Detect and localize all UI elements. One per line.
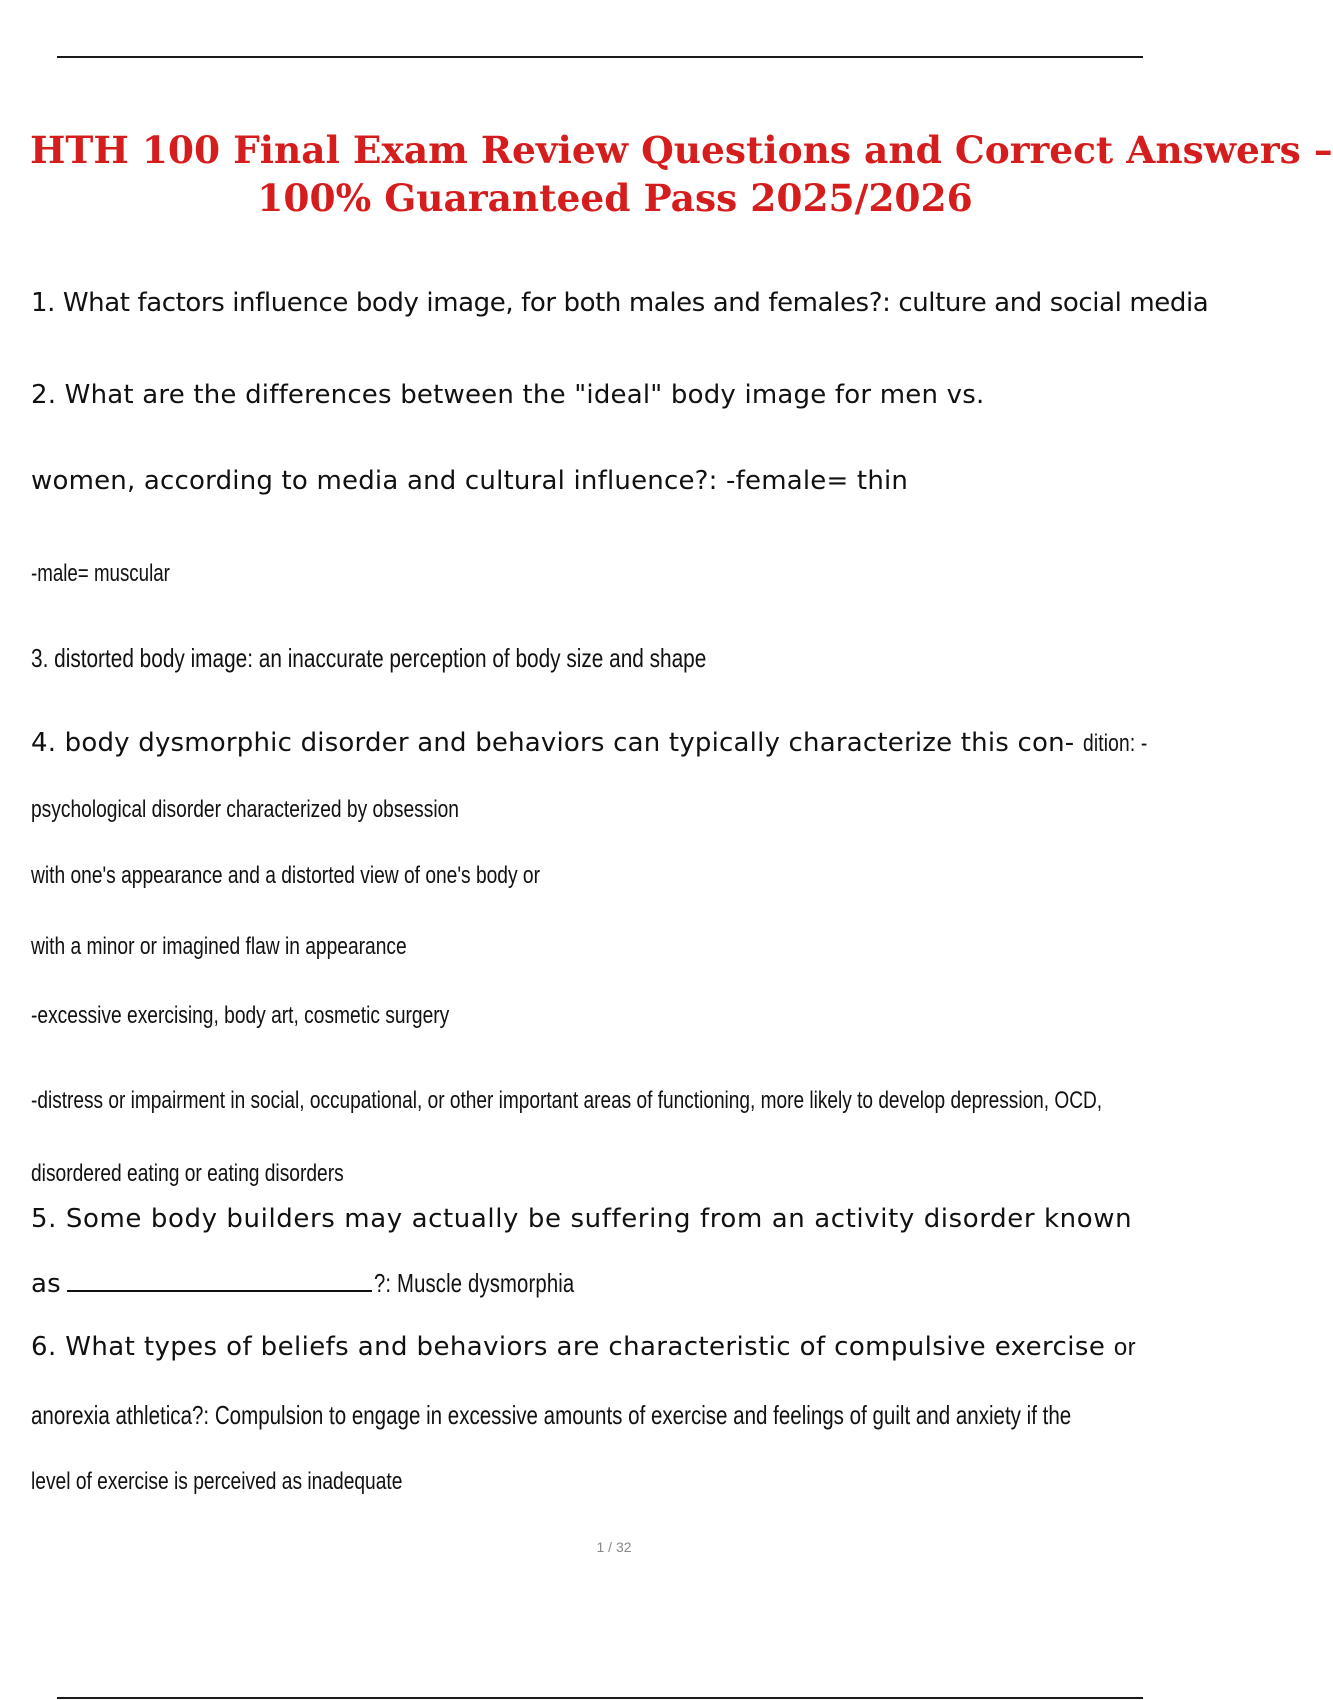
- question-5-line-1: 5. Some body builders may actually be suffering from an activity disorder known: [31, 1204, 1133, 1234]
- question-2-line-2: women, according to media and cultural influence?: -female= thin: [31, 466, 909, 496]
- question-4-line-4: with a minor or imagined flaw in appearance: [31, 933, 407, 960]
- question-5-line-2: [31, 1268, 631, 1299]
- question-6-tail: or: [1113, 1334, 1137, 1361]
- question-4-line-2: psychological disorder characterized by obsession: [31, 796, 459, 823]
- page-number: 1 / 32: [596, 1539, 632, 1555]
- question-4-line-1: [31, 728, 1163, 758]
- question-4-line-3: with one's appearance and a distorted view of one's body or: [31, 862, 540, 889]
- question-4-main: 4. body dysmorphic disorder and behaviors can typically characterize this con-: [31, 728, 1075, 758]
- bottom-rule: [57, 1697, 1143, 1699]
- top-rule: [57, 56, 1143, 58]
- title-line-1: HTH 100 Final Exam Review Questions and Correct Answers –: [30, 128, 1333, 172]
- question-6-line-2: anorexia athletica?: Compulsion to engage in excessive amounts of exercise and feelings of guilt and anxiety if the: [31, 1400, 1072, 1430]
- question-4-line-5: -excessive exercising, body art, cosmetic surgery: [31, 1002, 450, 1029]
- question-4-line-7: disordered eating or eating disorders: [31, 1160, 344, 1187]
- question-1: 1. What factors influence body image, for both males and females?: culture and social media: [31, 288, 1209, 318]
- question-2-line-1: 2. What are the differences between the "ideal" body image for men vs.: [31, 380, 985, 410]
- document-title: [30, 126, 1333, 222]
- question-5-prefix: as: [31, 1269, 61, 1299]
- question-6-line-1: [31, 1332, 1136, 1362]
- answer-blank: [67, 1268, 372, 1292]
- question-5-answer: ?: Muscle dysmorphia: [373, 1268, 575, 1298]
- question-4-line-6: -distress or impairment in social, occupational, or other important areas of functioning, more likely to develop depression, OCD,: [31, 1087, 1103, 1114]
- question-4-tail: dition: -: [1082, 730, 1148, 757]
- question-2-line-3: -male= muscular: [31, 560, 170, 587]
- title-line-2: 100% Guaranteed Pass 2025/2026: [257, 176, 973, 220]
- question-6-line-3: level of exercise is perceived as inadequate: [31, 1468, 403, 1495]
- question-3: 3. distorted body image: an inaccurate perception of body size and shape: [31, 643, 707, 673]
- question-6-main: 6. What types of beliefs and behaviors are characteristic of compulsive exercise: [31, 1332, 1106, 1362]
